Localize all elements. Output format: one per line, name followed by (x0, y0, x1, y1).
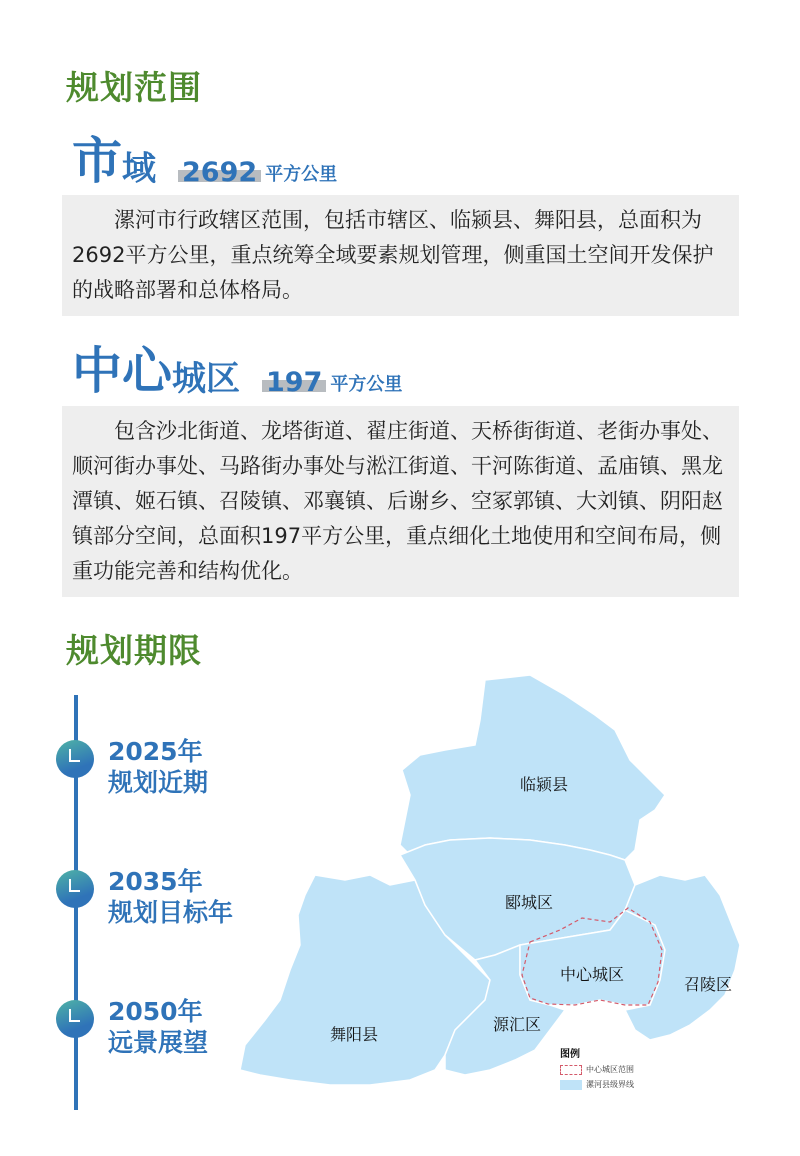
clock-icon (56, 870, 94, 908)
clock-icon (56, 1000, 94, 1038)
timeline-label: 规划近期 (108, 768, 209, 797)
legend-row-center (560, 1064, 634, 1075)
legend-swatch-county (560, 1080, 582, 1090)
center-area-unit: 平方公里 (330, 374, 403, 395)
center-area-number-wrap (266, 369, 322, 396)
city-area-number: 2692 (182, 157, 258, 188)
timeline-label: 远景展望 (108, 1028, 209, 1057)
center-description: 包含沙北街道、龙塔街道、翟庄街道、天桥街街道、老街办事处、顺河街办事处、马路街办事处与淞江街道、干河陈街道、孟庙镇、黑龙潭镇、姬石镇、召陵镇、邓襄镇、后谢乡、空冢郭镇、大刘镇、阴阳赵镇部分空间，总面积197平方公里，重点细化土地使用和空间布局，侧重功能完善和结构优化。 (62, 406, 739, 597)
legend-text-county: 漯河县级界线 (586, 1080, 634, 1089)
map-legend (560, 1045, 634, 1090)
center-char-2: 城区 (172, 359, 240, 399)
city-area-unit: 平方公里 (265, 164, 338, 185)
timeline-year: 2025年 (108, 737, 203, 766)
map-label-center: 中心城区 (560, 965, 625, 984)
legend-text-center: 中心城区范围 (586, 1065, 634, 1074)
city-char-1: 市 (72, 132, 122, 190)
map-label-wuyang: 舞阳县 (330, 1025, 379, 1044)
center-area-number: 197 (266, 367, 323, 398)
center-headline (72, 342, 403, 400)
district-map-graphic (230, 660, 750, 1100)
timeline-year: 2035年 (108, 867, 203, 896)
map-label-yancheng: 郾城区 (505, 893, 554, 912)
timeline-year: 2050年 (108, 997, 203, 1026)
city-area-number-wrap (182, 159, 257, 186)
legend-title: 图例 (560, 1049, 580, 1060)
legend-swatch-center (560, 1065, 582, 1075)
district-map (230, 660, 750, 1100)
map-label-linying: 临颍县 (520, 775, 569, 794)
map-label-yuanhui: 源汇区 (493, 1015, 542, 1034)
legend-row-county (560, 1079, 634, 1090)
map-region-linying (400, 675, 665, 860)
timeline-label: 规划目标年 (108, 898, 234, 927)
center-char-1: 中心 (72, 342, 172, 400)
city-char-2: 域 (122, 149, 156, 189)
city-headline (72, 132, 338, 190)
clock-icon (56, 740, 94, 778)
scope-section-title: 规划范围 (66, 68, 202, 107)
city-description: 漯河市行政辖区范围，包括市辖区、临颍县、舞阳县，总面积为2692平方公里，重点统筹全域要素规划管理，侧重国土空间开发保护的战略部署和总体格局。 (62, 195, 739, 316)
period-section-title: 规划期限 (66, 631, 202, 670)
map-label-shaoling: 召陵区 (684, 975, 733, 994)
